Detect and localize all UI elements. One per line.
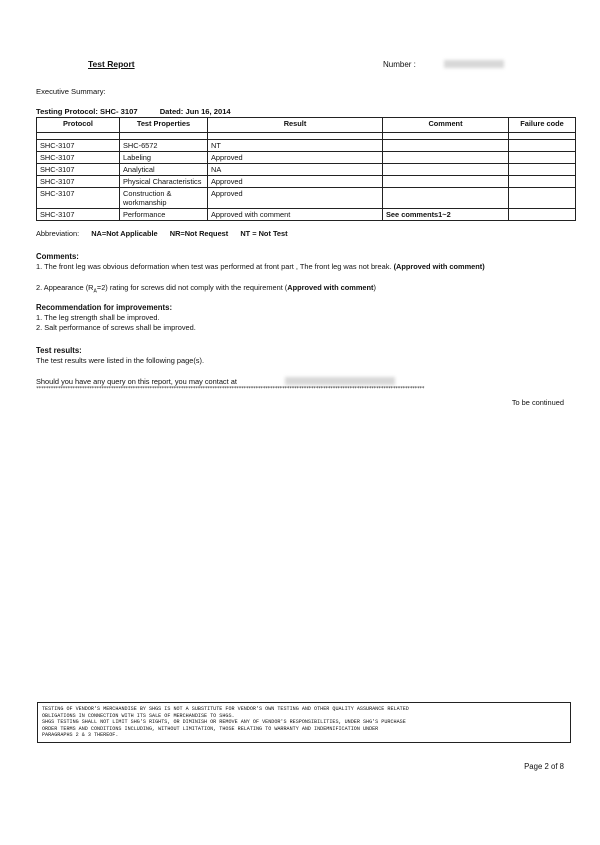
table-row [37, 152, 576, 164]
executive-summary-heading: Executive Summary: [36, 87, 106, 96]
comment-1-text: 1. The front leg was obvious deformation when test was performed at front part , The front leg was not break. [36, 262, 392, 271]
report-title: Test Report [88, 59, 135, 69]
dated-label: Dated: [159, 107, 184, 116]
abbreviation-nt: NT = Not Test [240, 229, 288, 238]
table-row [37, 176, 576, 188]
test-results-text: The test results were listed in the following page(s). [36, 356, 205, 365]
comment-item-1 [36, 262, 566, 271]
cell-comment [383, 188, 509, 209]
abbreviation-line [36, 229, 288, 238]
test-results-heading: Test results: [36, 346, 82, 355]
report-number-label: Number : [383, 60, 416, 69]
disclaimer-line: ORDER TERMS AND CONDITIONS INCLUDING, WITHOUT LIMITATION, THOSE RELATING TO WARRANTY AND INDEMNIFICATION UNDER [42, 725, 379, 732]
comment-2-text-a: 2. Appearance (R [36, 283, 94, 292]
cell-protocol: SHC-3107 [37, 188, 120, 209]
cell-result: Approved with comment [208, 209, 383, 221]
disclaimer-line: TESTING OF VENDOR'S MERCHANDISE BY SHGS IS NOT A SUBSTITUTE FOR VENDOR'S OWN TESTING AND OTHER QUALITY ASSURANCE RELATED [42, 706, 409, 712]
column-header-result: Result [208, 118, 383, 133]
abbreviation-nr: NR=Not Request [169, 229, 229, 238]
cell-protocol: SHC-3107 [37, 140, 120, 152]
cell-comment [383, 152, 509, 164]
redacted-contact [285, 377, 395, 385]
recommendation-heading: Recommendation for improvements: [36, 303, 173, 312]
comment-1-verdict: (Approved with comment) [393, 262, 485, 271]
cell-result: Approved [208, 152, 383, 164]
cell-result: NA [208, 164, 383, 176]
cell-comment [383, 164, 509, 176]
testing-protocol-line [36, 107, 231, 116]
recommendation-item: 2. Salt performance of screws shall be improved. [36, 323, 196, 332]
abbreviation-na: NA=Not Applicable [91, 229, 158, 238]
cell-protocol: SHC-3107 [37, 164, 120, 176]
column-header-comment: Comment [383, 118, 509, 133]
cell-result: Approved [208, 188, 383, 209]
column-header-protocol: Protocol [37, 118, 120, 133]
cell-failure-code [509, 152, 576, 164]
comment-2-verdict: Approved with comment [287, 283, 374, 292]
table-spacer-row [37, 133, 576, 140]
disclaimer-line: PARAGRAPHS 2 & 3 THEREOF. [42, 732, 119, 739]
dated-value: Jun 16, 2014 [185, 107, 231, 116]
cell-result: Approved [208, 176, 383, 188]
to-be-continued: To be continued [511, 398, 564, 407]
comment-2-text-b: =2) rating for screws did not comply with the requirement ( [96, 283, 288, 292]
cell-failure-code [509, 188, 576, 209]
separator-line: ***************************************************************************************************************************************************************** [36, 386, 425, 392]
column-header-test-properties: Test Properties [120, 118, 208, 133]
table-header-row [37, 118, 576, 133]
cell-failure-code [509, 176, 576, 188]
cell-protocol: SHC-3107 [37, 176, 120, 188]
cell-comment [383, 140, 509, 152]
protocol-label: Testing Protocol: [36, 107, 98, 116]
cell-property: Performance [120, 209, 208, 221]
cell-property: SHC-6572 [120, 140, 208, 152]
table-row [37, 188, 576, 209]
disclaimer-line: OBLIGATIONS IN CONNECTION WITH ITS SALE OF MERCHANDISE TO SHGS. [42, 712, 235, 719]
cell-property: Construction & workmanship [120, 188, 208, 209]
cell-protocol: SHC-3107 [37, 209, 120, 221]
cell-property: Labeling [120, 152, 208, 164]
comment-2-close: ) [373, 283, 376, 292]
table-row [37, 164, 576, 176]
page-number: Page 2 of 8 [524, 762, 564, 771]
cell-property: Physical Characteristics [120, 176, 208, 188]
comments-heading: Comments: [36, 252, 79, 261]
cell-failure-code [509, 140, 576, 152]
disclaimer-line: SHGS TESTING SHALL NOT LIMIT SHG'S RIGHTS, OR DIMINISH OR REMOVE ANY OF VENDOR'S RESPONSIBILITIES, UNDER SHG'S PURCHASE [42, 719, 406, 726]
comment-2-subscript: A [93, 288, 97, 295]
cell-failure-code [509, 209, 576, 221]
cell-comment [383, 176, 509, 188]
results-table [36, 117, 576, 221]
abbreviation-label: Abbreviation: [36, 229, 80, 238]
cell-result: NT [208, 140, 383, 152]
table-row [37, 209, 576, 221]
cell-failure-code [509, 164, 576, 176]
protocol-value: SHC- 3107 [100, 107, 138, 116]
redacted-report-number [444, 60, 504, 68]
comment-item-2 [36, 283, 566, 296]
recommendation-item: 1. The leg strength shall be improved. [36, 313, 160, 322]
cell-comment: See comments1~2 [383, 209, 509, 221]
contact-text: Should you have any query on this report, you may contact at [36, 377, 237, 386]
column-header-failure-code: Failure code [509, 118, 576, 133]
cell-protocol: SHC-3107 [37, 152, 120, 164]
table-row [37, 140, 576, 152]
cell-property: Analytical [120, 164, 208, 176]
disclaimer-box [37, 702, 571, 743]
